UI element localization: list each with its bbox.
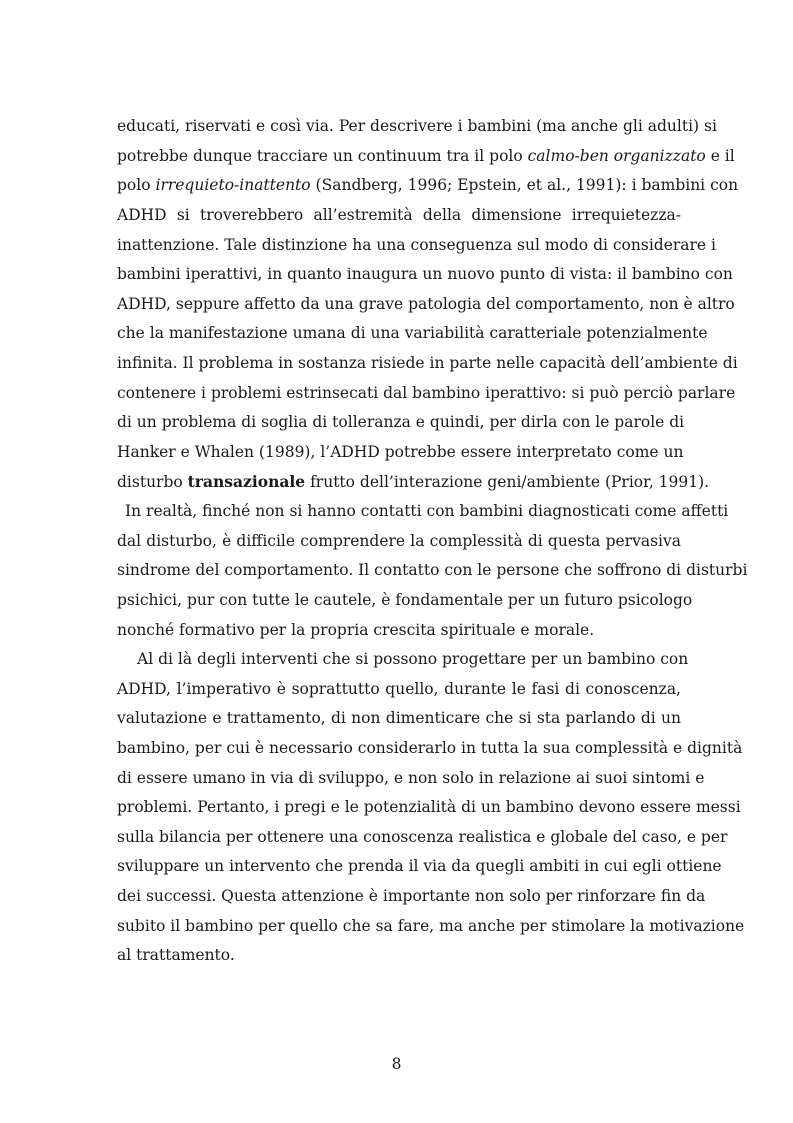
text-run: e il	[705, 147, 735, 165]
bold-term: transazionale	[187, 472, 306, 491]
text-line	[117, 264, 733, 284]
italic-term: calmo-ben organizzato	[527, 147, 706, 165]
text-line	[117, 531, 681, 551]
text-line	[117, 886, 706, 906]
text-run: sulla bilancia per ottenere una conoscenza realistica e globale del caso, e per	[117, 828, 728, 846]
text-run: ADHD si troverebbero all’estremità della dimensione irrequietezza-	[117, 206, 681, 224]
text-run: polo	[117, 176, 156, 194]
text-line	[117, 916, 745, 936]
text-line	[117, 323, 708, 343]
text-run: potrebbe dunque tracciare un continuum tra il polo	[117, 147, 528, 165]
text-run: frutto dell’interazione geni/ambiente (Prior, 1991).	[305, 473, 710, 491]
text-line	[117, 412, 685, 432]
italic-term: irrequieto-inattento	[155, 176, 311, 194]
text-line	[117, 797, 741, 817]
text-line	[117, 768, 705, 788]
text-run: Hanker e Whalen (1989), l’ADHD potrebbe essere interpretato come un	[117, 443, 684, 461]
text-line	[117, 649, 689, 669]
text-run: inattenzione. Tale distinzione ha una conseguenza sul modo di considerare i	[117, 236, 716, 254]
text-run: ADHD, l’imperativo è soprattutto quello, durante le fasi di conoscenza,	[117, 680, 681, 698]
text-run: In realtà, finché non si hanno contatti con bambini diagnosticati come affetti	[125, 502, 729, 520]
text-run: di un problema di soglia di tolleranza e quindi, per dirla con le parole di	[117, 413, 685, 431]
text-run: bambino, per cui è necessario considerarlo in tutta la sua complessità e dignità	[117, 739, 743, 757]
text-run: nonché formativo per la propria crescita spirituale e morale.	[117, 621, 595, 639]
text-run: infinita. Il problema in sostanza risiede in parte nelle capacità dell’ambiente di	[117, 354, 738, 372]
text-run: subito il bambino per quello che sa fare, ma anche per stimolare la motivazione	[117, 917, 745, 935]
text-run: bambini iperattivi, in quanto inaugura un nuovo punto di vista: il bambino con	[117, 265, 733, 283]
text-line	[117, 146, 735, 166]
text-line	[117, 175, 739, 195]
text-line	[117, 294, 735, 314]
text-line	[117, 827, 728, 847]
text-line	[117, 590, 693, 610]
text-line	[117, 945, 681, 965]
text-run: dal disturbo, è difficile comprendere la complessità di questa pervasiva	[117, 532, 681, 550]
text-run: valutazione e trattamento, di non dimenticare che si sta parlando di un	[117, 709, 681, 727]
text-run: che la manifestazione umana di una variabilità caratteriale potenzialmente	[117, 324, 708, 342]
text-line	[117, 620, 681, 640]
text-run: dei successi. Questa attenzione è importante non solo per rinforzare fin da	[117, 887, 706, 905]
text-line	[117, 708, 681, 728]
text-line	[117, 442, 684, 462]
text-run: problemi. Pertanto, i pregi e le potenzialità di un bambino devono essere messi	[117, 798, 741, 816]
text-run: sviluppare un intervento che prenda il via da quegli ambiti in cui egli ottiene	[117, 857, 722, 875]
text-run: psichici, pur con tutte le cautele, è fondamentale per un futuro psicologo	[117, 591, 693, 609]
text-run: educati, riservati e così via. Per descrivere i bambini (ma anche gli adulti) si	[117, 117, 717, 135]
text-run: (Sandberg, 1996; Epstein, et al., 1991): i bambini con	[310, 176, 739, 194]
text-run: disturbo	[117, 473, 188, 491]
text-line	[117, 856, 722, 876]
text-line	[117, 679, 681, 699]
text-line	[117, 235, 716, 255]
text-line	[117, 383, 736, 403]
text-line	[117, 205, 681, 225]
text-line	[117, 501, 729, 521]
page-number: 8	[391, 1055, 402, 1073]
text-line	[117, 116, 717, 136]
text-run: contenere i problemi estrinsecati dal bambino iperattivo: si può perciò parlare	[117, 384, 736, 402]
text-line	[117, 738, 743, 758]
text-line	[117, 353, 738, 373]
text-run: sindrome del comportamento. Il contatto con le persone che soffrono di disturbi	[117, 561, 748, 579]
text-run: di essere umano in via di sviluppo, e non solo in relazione ai suoi sintomi e	[117, 769, 705, 787]
text-run: ADHD, seppure affetto da una grave patologia del comportamento, non è altro	[117, 295, 735, 313]
text-line	[117, 472, 710, 492]
text-run: Al di là degli interventi che si possono progettare per un bambino con	[137, 650, 689, 668]
text-line	[117, 560, 748, 580]
text-run: al trattamento.	[117, 946, 235, 964]
